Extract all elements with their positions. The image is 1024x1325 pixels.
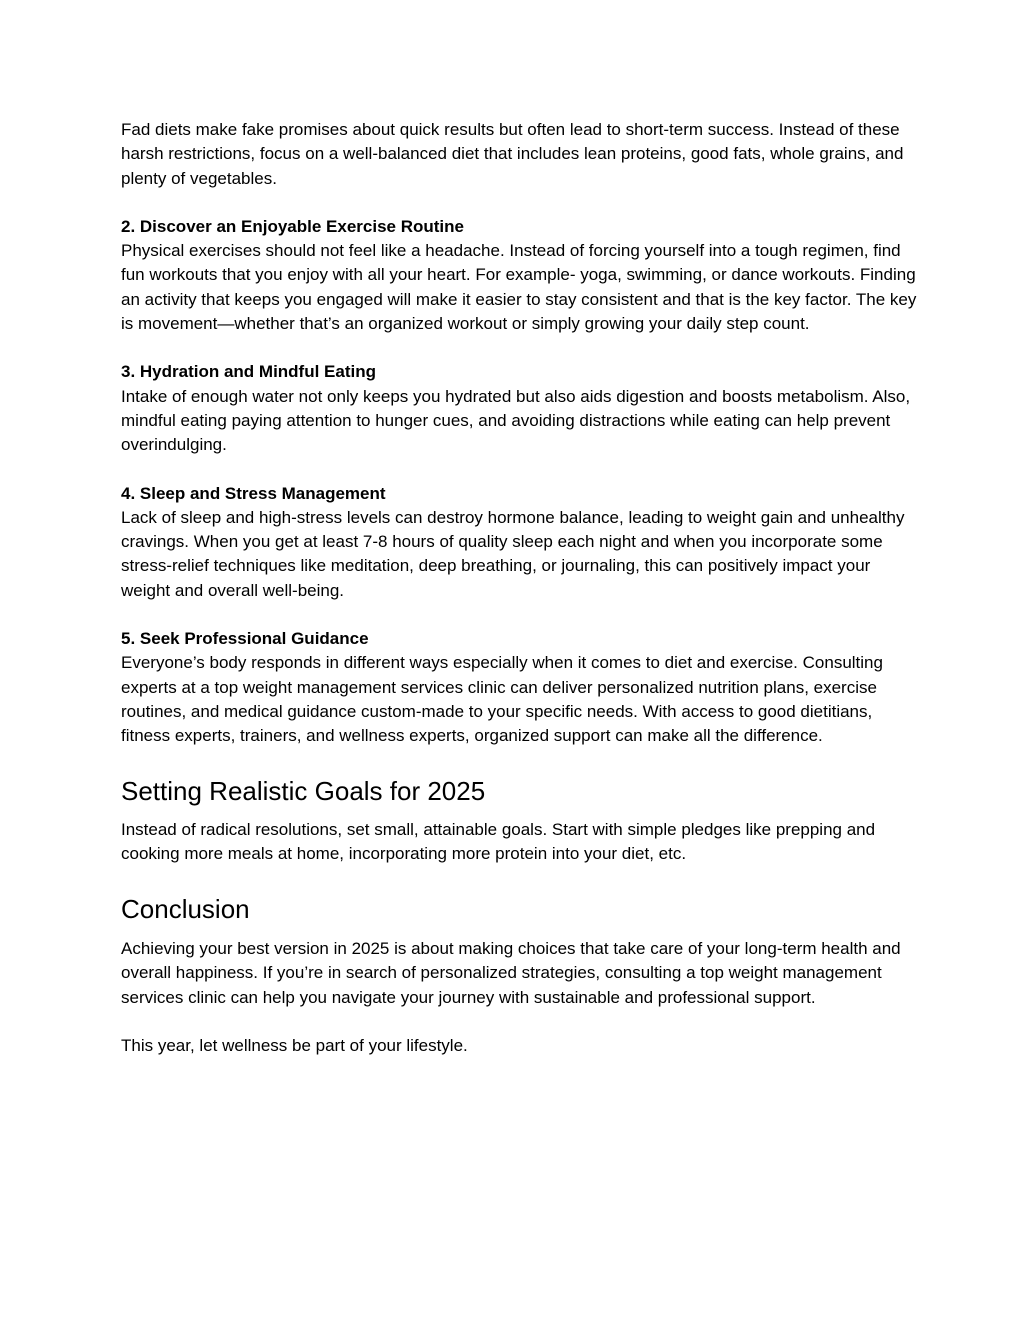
- section-heading: 3. Hydration and Mindful Eating: [121, 362, 376, 382]
- conclusion-paragraph: Achieving your best version in 2025 is about making choices that take care of your long-term health and overall happiness. If you’re in search of personalized strategies, consulting a top weight management services clinic can help you navigate your journey with sustainable and professional support.: [121, 939, 901, 1007]
- conclusion-heading: Conclusion: [121, 894, 250, 925]
- section-body: Everyone’s body responds in different ways especially when it comes to diet and exercise. Consulting experts at a top weight management services clinic can deliver personalized nutrition plans, exercise routines, and medical guidance custom-made to your specific needs. With access to good dietitians, fitness experts, trainers, and wellness experts, organized support can make all the difference.: [121, 653, 883, 746]
- section-heading: 4. Sleep and Stress Management: [121, 483, 386, 503]
- section-sleep: [121, 482, 924, 603]
- intro-paragraph: Fad diets make fake promises about quick results but often lead to short-term success. Instead of these harsh restrictions, focus on a well-balanced diet that includes lean proteins, good fats, whole grains, and plenty of vegetables.: [121, 120, 904, 188]
- section-exercise: [121, 215, 924, 336]
- section-body: Intake of enough water not only keeps you hydrated but also aids digestion and boosts metabolism. Also, mindful eating paying attention to hunger cues, and avoiding distractions while eating can help prevent overindulging.: [121, 386, 911, 455]
- closing-line: This year, let wellness be part of your lifestyle.: [121, 1036, 468, 1056]
- section-hydration: [121, 360, 924, 457]
- section-body: Physical exercises should not feel like a headache. Instead of forcing yourself into a tough regimen, find fun workouts that you enjoy with all your heart. For example- yoga, swimming, or dance workouts. Finding an activity that keeps you engaged will make it easier to stay consistent and that is the key factor. The key is movement—whether that’s an organized workout or simply growing your daily step count.: [121, 241, 917, 334]
- goals-paragraph: Instead of radical resolutions, set small, attainable goals. Start with simple pledges like prepping and cooking more meals at home, incorporating more protein into your diet, etc.: [121, 819, 876, 863]
- section-heading: 2. Discover an Enjoyable Exercise Routine: [121, 216, 464, 236]
- goals-heading: Setting Realistic Goals for 2025: [121, 775, 486, 806]
- section-body: Lack of sleep and high-stress levels can destroy hormone balance, leading to weight gain and unhealthy cravings. When you get at least 7-8 hours of quality sleep each night and when you incorporate some stress-relief techniques like meditation, deep breathing, or journaling, this can positively impact your weight and overall well-being.: [121, 507, 905, 600]
- section-heading: 5. Seek Professional Guidance: [121, 629, 369, 649]
- section-guidance: [121, 627, 924, 748]
